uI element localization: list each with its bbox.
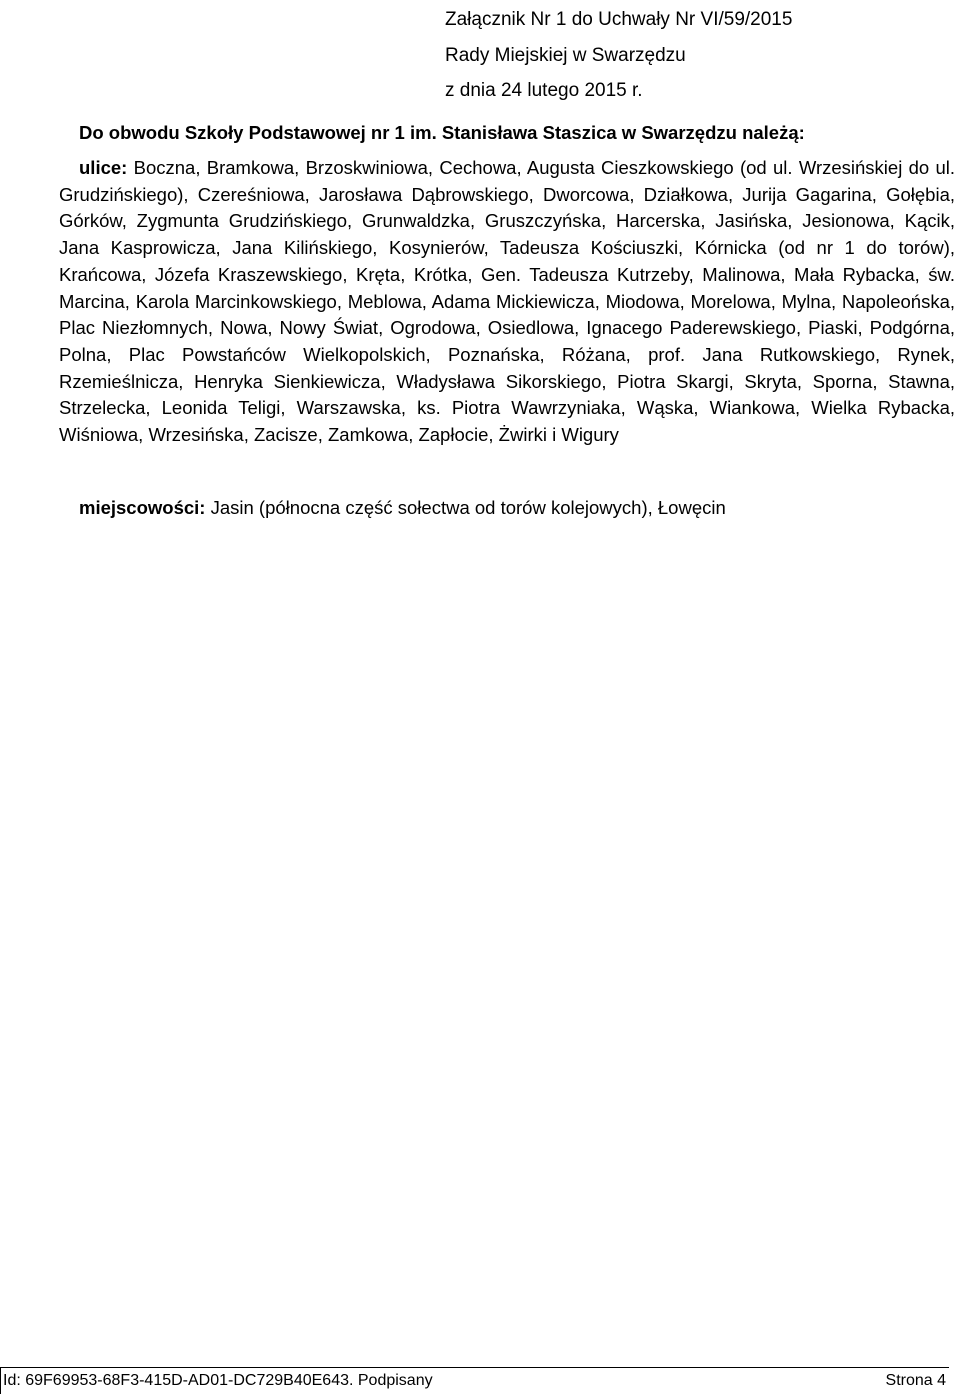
- page-footer: [0, 1367, 949, 1394]
- places-paragraph: [79, 495, 726, 521]
- document-header: [445, 2, 792, 109]
- council-name: Rady Miejskiej w Swarzędzu: [445, 44, 686, 66]
- places-list: Jasin (północna część sołectwa od torów kolejowych), Łowęcin: [210, 497, 726, 518]
- document-id: Id: 69F69953-68F3-415D-AD01-DC729B40E643. Podpisany: [3, 1372, 433, 1389]
- resolution-date: z dnia 24 lutego 2015 r.: [445, 80, 643, 101]
- section-heading: Do obwodu Szkoły Podstawowej nr 1 im. Stanisława Staszica w Swarzędzu należą:: [79, 122, 805, 143]
- attachment-title: Załącznik Nr 1 do Uchwały Nr VI/59/2015: [445, 9, 793, 30]
- places-label: miejscowości:: [79, 497, 206, 518]
- page-number: Strona 4: [885, 1372, 946, 1389]
- streets-label: ulice:: [79, 157, 128, 178]
- streets-list: Boczna, Bramkowa, Brzoskwiniowa, Cechowa, Augusta Cieszkowskiego (od ul. Wrzesińskiej do ul. Grudzińskiego), Czereśniowa, Jarosława Dąbrowskiego, Dworcowa, Działkowa, Jurija Gagarina, Gołębia, Górków, Zygmunta Grudzińskiego, Grunwaldzka, Gruszczyńska, Harcerska, Jasińska, Jesionowa, Kącik, Jana Kasprowicza, Jana Kilińskiego, Kosynierów, Tadeusza Kościuszki, Kórnicka (od nr 1 do torów), Krańcowa, Józefa Kraszewskiego, Kręta, Krótka, Gen. Tadeusza Kutrzeby, Malinowa, Mała Rybacka, św. Marcina, Karola Marcinkowskiego, Meblowa, Adama Mickiewicza, Miodowa, Morelowa, Mylna, Napoleońska, Plac Niezłomnych, Nowa, Nowy Świat, Ogrodowa, Osiedlowa, Ignacego Paderewskiego, Piaski, Podgórna, Polna, Plac Powstańców Wielkopolskich, Poznańska, Różana, prof. Jana Rutkowskiego, Rynek, Rzemieślnicza, Henryka Sienkiewicza, Władysława Sikorskiego, Piotra Skargi, Skryta, Sporna, Stawna, Strzelecka, Leonida Teligi, Warszawska, ks. Piotra Wawrzyniaka, Wąska, Wiankowa, Wielka Rybacka, Wiśniowa, Wrzesińska, Zacisze, Zamkowa, Zapłocie, Żwirki i Wigury: [59, 157, 956, 446]
- footer-divider: [0, 1368, 1, 1394]
- streets-paragraph: [59, 155, 955, 449]
